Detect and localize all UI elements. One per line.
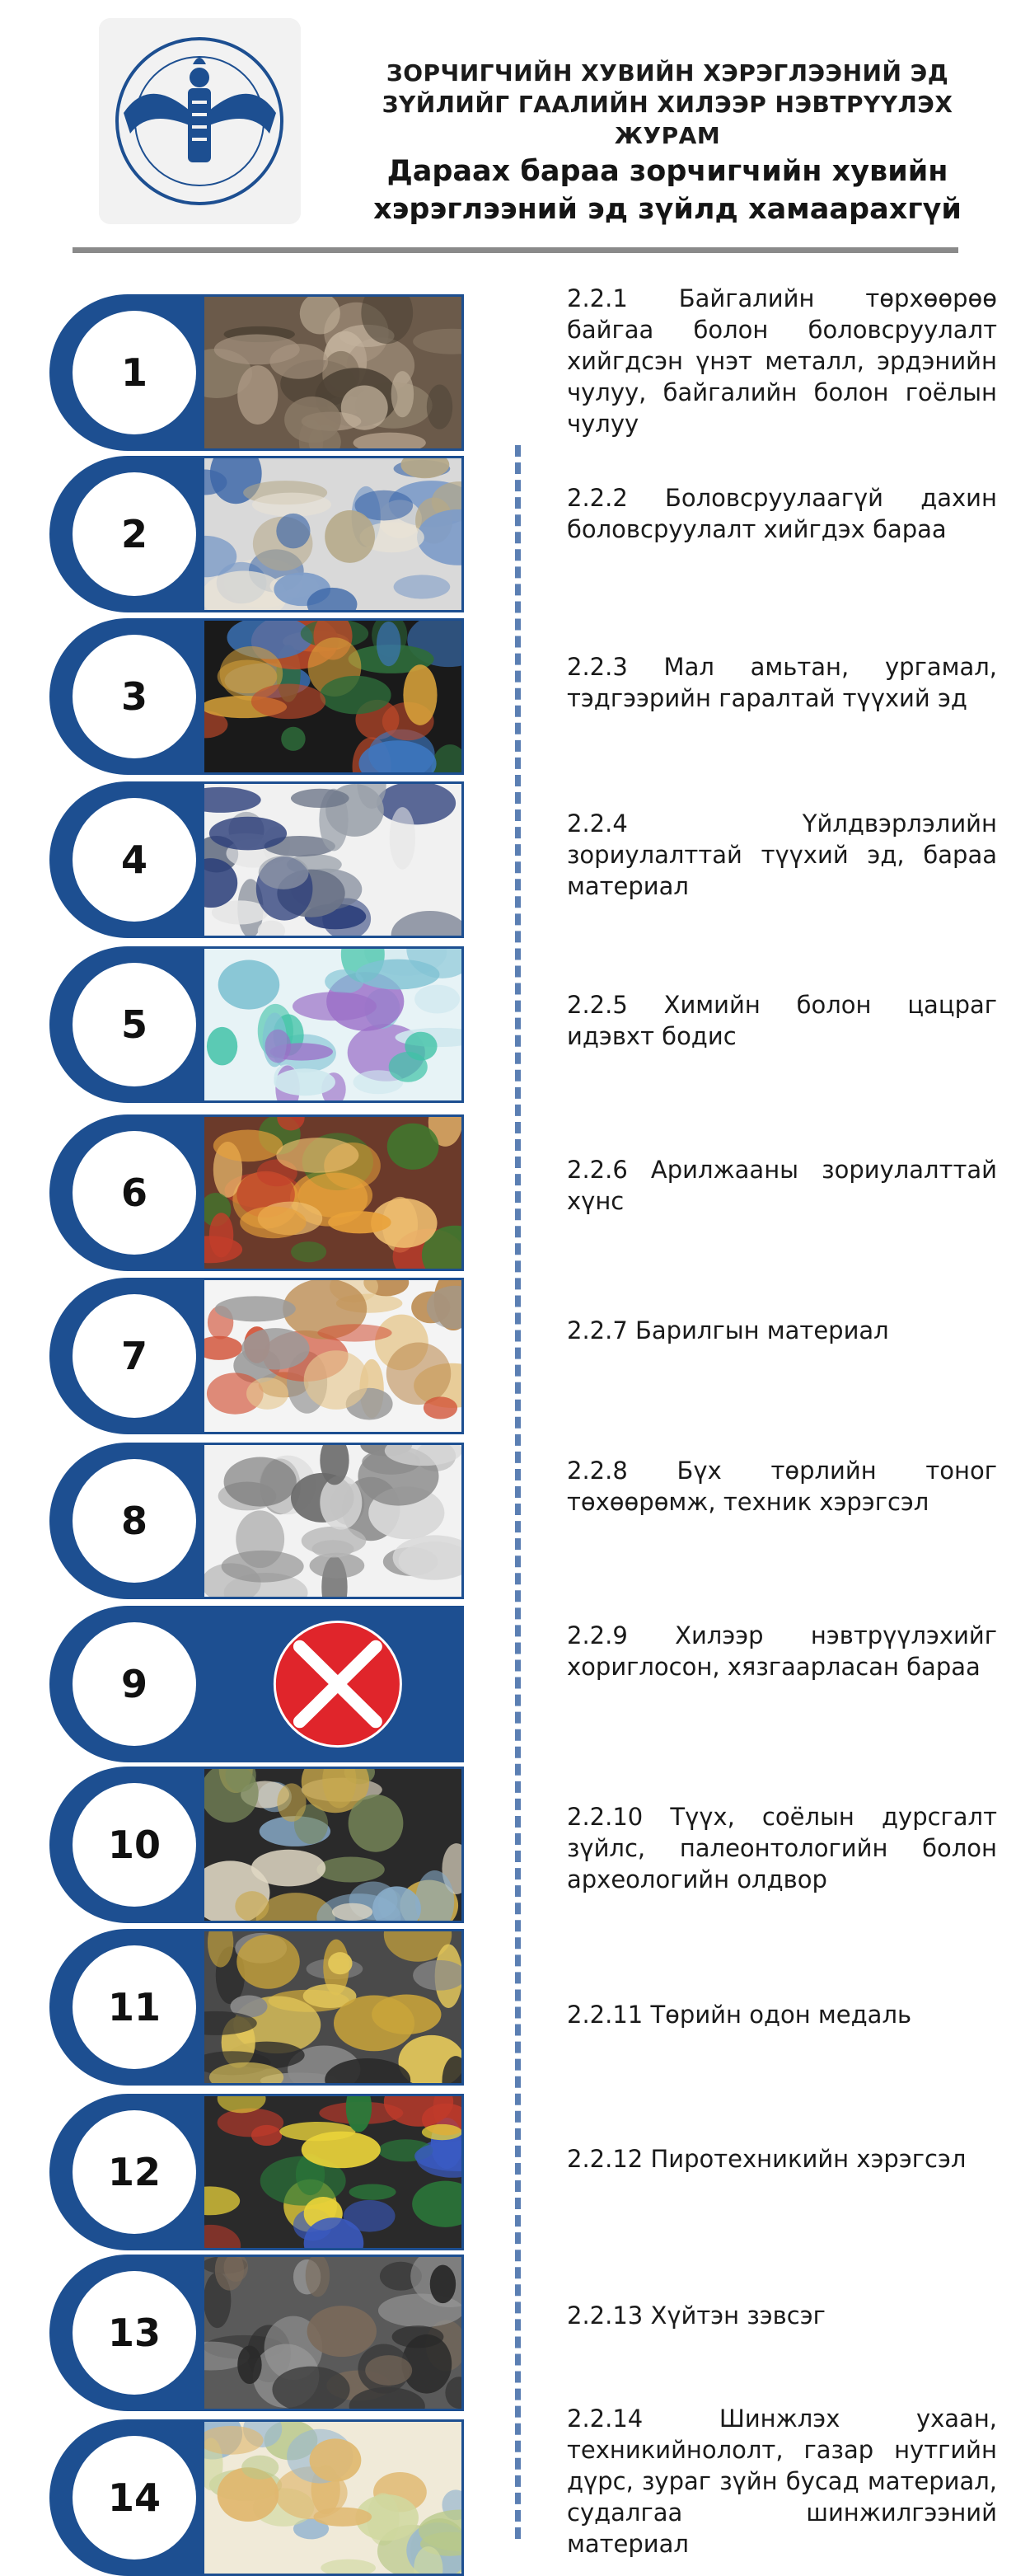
list-item [0, 2405, 1030, 2576]
page-title-line-1: ЗОРЧИГЧИЙН ХУВИЙН ХЭРЭГЛЭЭНИЙ ЭД [386, 59, 949, 87]
firearms-photo [204, 2257, 461, 2409]
item-photo [202, 1606, 464, 1762]
item-number-badge: 9 [73, 1622, 196, 1746]
item-description: 2.2.14 Шинжлэх ухаан, техникийнололт, газар нутгийн дүрс, зураг зүйн бусад материал, судалгаа шинжилгээний материал [567, 2405, 997, 2558]
item-number-badge: 5 [73, 963, 196, 1086]
item-number-badge: 1 [73, 311, 196, 434]
item-description: 2.2.9 Хилээр нэвтрүүлэхийг хориглосон, хязгаарласан бараа [567, 1621, 997, 1681]
item-photo [202, 1767, 464, 1923]
mongolian-customs-logo [99, 18, 301, 224]
item-number-badge: 3 [73, 635, 196, 758]
chemistry-photo [204, 949, 461, 1100]
item-number-badge: 10 [73, 1783, 196, 1907]
list-item [0, 2094, 1030, 2250]
item-number-badge: 4 [73, 798, 196, 922]
item-photo [202, 618, 464, 775]
list-item [0, 1114, 1030, 1271]
list-item [0, 1767, 1030, 1923]
item-description: 2.2.6 Арилжааны зориулалттай хүнс [567, 1156, 997, 1215]
page-subtitle-line-1: Дараах бараа зорчигчийн хувийн [386, 155, 948, 188]
item-number-badge: 8 [73, 1459, 196, 1583]
item-number-badge: 2 [73, 472, 196, 596]
page-subtitle-line-2: хэрэглээний эд зүйлд хамаарахгүй [373, 193, 962, 226]
list-item [0, 1606, 1030, 1762]
medal-photo [204, 1931, 461, 2083]
item-number-badge: 7 [73, 1294, 196, 1418]
item-description: 2.2.4 Үйлдвэрлэлийн зориулалттай түүхий эд, бараа материал [567, 809, 997, 900]
equipment-photo [204, 1445, 461, 1597]
list-item [0, 2255, 1030, 2411]
list-item [0, 781, 1030, 938]
item-description: 2.2.11 Төрийн одон медаль [567, 2001, 912, 2029]
artifacts-photo [204, 1769, 461, 1921]
item-description: 2.2.8 Бүх төрлийн тоног төхөөрөмж, техник хэрэгсэл [567, 1457, 997, 1516]
stones-photo [204, 297, 461, 448]
list-item [0, 1443, 1030, 1599]
item-photo [202, 781, 464, 938]
map-photo [204, 2422, 461, 2574]
item-description: 2.2.7 Барилгын материал [567, 1316, 889, 1344]
food-photo [204, 1117, 461, 1269]
item-description: 2.2.2 Боловсруулаагүй дахин боловсруулалт хийгдэх бараа [567, 484, 997, 543]
item-photo [202, 1278, 464, 1434]
fireworks-photo [204, 2096, 461, 2248]
item-photo [202, 2094, 464, 2250]
list-item [0, 1929, 1030, 2086]
list-item [0, 946, 1030, 1103]
red-cross-icon [204, 1608, 461, 1760]
item-photo [202, 1114, 464, 1271]
customs-emblem-icon [99, 18, 301, 224]
item-description: 2.2.10 Түүх, соёлын дурсгалт зүйлс, палеонтологийн болон археологийн олдвор [567, 1803, 997, 1893]
item-number-badge: 12 [73, 2110, 196, 2234]
item-description: 2.2.5 Химийн болон цацраг идэвхт бодис [567, 991, 997, 1050]
item-number-badge: 14 [73, 2436, 196, 2560]
list-item [0, 1278, 1030, 1434]
list-item [0, 618, 1030, 775]
page-title [330, 58, 1005, 152]
list-item [0, 456, 1030, 612]
item-photo [202, 456, 464, 612]
item-photo [202, 1443, 464, 1599]
item-photo [202, 1929, 464, 2086]
item-photo [202, 2419, 464, 2576]
wildlife-photo [204, 621, 461, 772]
item-number-badge: 11 [73, 1945, 196, 2069]
item-photo [202, 946, 464, 1103]
page-subtitle [330, 152, 1005, 228]
item-description: 2.2.12 Пиротехникийн хэрэгсэл [567, 2145, 967, 2173]
machinery-photo [204, 784, 461, 936]
item-description: 2.2.1 Байгалийн төрхөөрөө байгаа болон боловсруулалт хийгдсэн үнэт металл, эрдэнийн чулуу, байгалийн болон гоёлын чулуу [567, 284, 997, 438]
item-number-badge: 6 [73, 1131, 196, 1255]
list-item [0, 284, 1030, 451]
header [0, 0, 1030, 264]
header-divider [73, 247, 958, 253]
item-photo [202, 2255, 464, 2411]
building-materials-photo [204, 1280, 461, 1432]
item-description: 2.2.3 Мал амьтан, ургамал, тэдгээрийн гаралтай түүхий эд [567, 653, 997, 712]
item-number-badge: 13 [73, 2271, 196, 2395]
workers-photo [204, 458, 461, 610]
page-title-line-2: ЗҮЙЛИЙГ ГААЛИЙН ХИЛЭЭР НЭВТРҮҮЛЭХ ЖУРАМ [382, 91, 953, 149]
item-photo [202, 294, 464, 451]
item-description: 2.2.13 Хүйтэн зэвсэг [567, 2302, 826, 2330]
